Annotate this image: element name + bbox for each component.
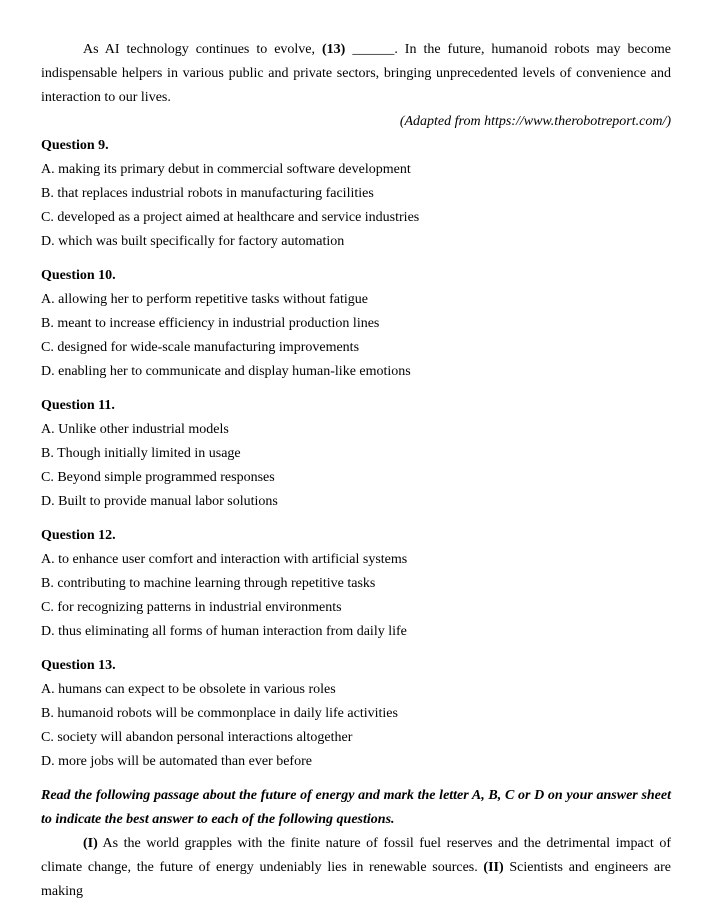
source-citation: (Adapted from https://www.therobotreport.com/) <box>399 114 671 129</box>
option-d: D. which was built specifically for factory automation <box>41 234 345 249</box>
question-title: Question 11. <box>41 398 115 413</box>
question-10 <box>41 264 671 384</box>
option-a: A. making its primary debut in commercial software development <box>41 162 411 177</box>
question-title: Question 9. <box>41 138 109 153</box>
question-9 <box>41 134 671 254</box>
blank-line: ______ <box>352 42 395 57</box>
question-13 <box>41 654 671 774</box>
option-c: C. for recognizing patterns in industrial environments <box>41 600 342 615</box>
option-d: D. thus eliminating all forms of human interaction from daily life <box>41 624 407 639</box>
option-a: A. allowing her to perform repetitive tasks without fatigue <box>41 292 368 307</box>
option-b: B. Though initially limited in usage <box>41 446 241 461</box>
option-c: C. designed for wide-scale manufacturing improvements <box>41 340 360 355</box>
option-d: D. enabling her to communicate and display human-like emotions <box>41 364 411 379</box>
sentence-marker-i: (I) <box>83 836 98 851</box>
option-c: C. developed as a project aimed at healthcare and service industries <box>41 210 420 225</box>
option-b: B. that replaces industrial robots in manufacturing facilities <box>41 186 374 201</box>
question-11 <box>41 394 671 514</box>
sentence-marker-ii: (II) <box>483 860 504 875</box>
energy-passage-paragraph <box>41 832 671 904</box>
option-b: B. contributing to machine learning through repetitive tasks <box>41 576 376 591</box>
option-d: D. Built to provide manual labor solutions <box>41 494 278 509</box>
option-b: B. meant to increase efficiency in industrial production lines <box>41 316 380 331</box>
option-b: B. humanoid robots will be commonplace in daily life activities <box>41 706 398 721</box>
blank-marker-13: (13) <box>322 42 346 57</box>
question-12 <box>41 524 671 644</box>
option-a: A. to enhance user comfort and interaction with artificial systems <box>41 552 408 567</box>
question-title: Question 13. <box>41 658 116 673</box>
passage-text-before: As AI technology continues to evolve, <box>83 42 323 57</box>
option-c: C. Beyond simple programmed responses <box>41 470 275 485</box>
option-a: A. Unlike other industrial models <box>41 422 229 437</box>
document-page <box>41 38 671 904</box>
question-title: Question 12. <box>41 528 116 543</box>
passage-text-after: . In the future, humanoid robots may become indispensable helpers in various public and private sectors, bringing unprecedented levels of convenience and interaction to our lives. <box>41 42 672 105</box>
sentence-text-2: Scientists and engineers are making <box>41 860 671 899</box>
passage-closing-paragraph <box>41 38 671 110</box>
option-d: D. more jobs will be automated than ever before <box>41 754 312 769</box>
sentence-text-1: As the world grapples with the finite nature of fossil fuel reserves and the detrimental impact of climate change, the future of energy undeniably lies in renewable sources. <box>41 836 671 875</box>
option-a: A. humans can expect to be obsolete in various roles <box>41 682 336 697</box>
section-instruction: Read the following passage about the future of energy and mark the letter A, B, C or D on your answer sheet to indicate the best answer to each of the following questions. <box>41 788 671 827</box>
option-c: C. society will abandon personal interactions altogether <box>41 730 353 745</box>
question-title: Question 10. <box>41 268 116 283</box>
